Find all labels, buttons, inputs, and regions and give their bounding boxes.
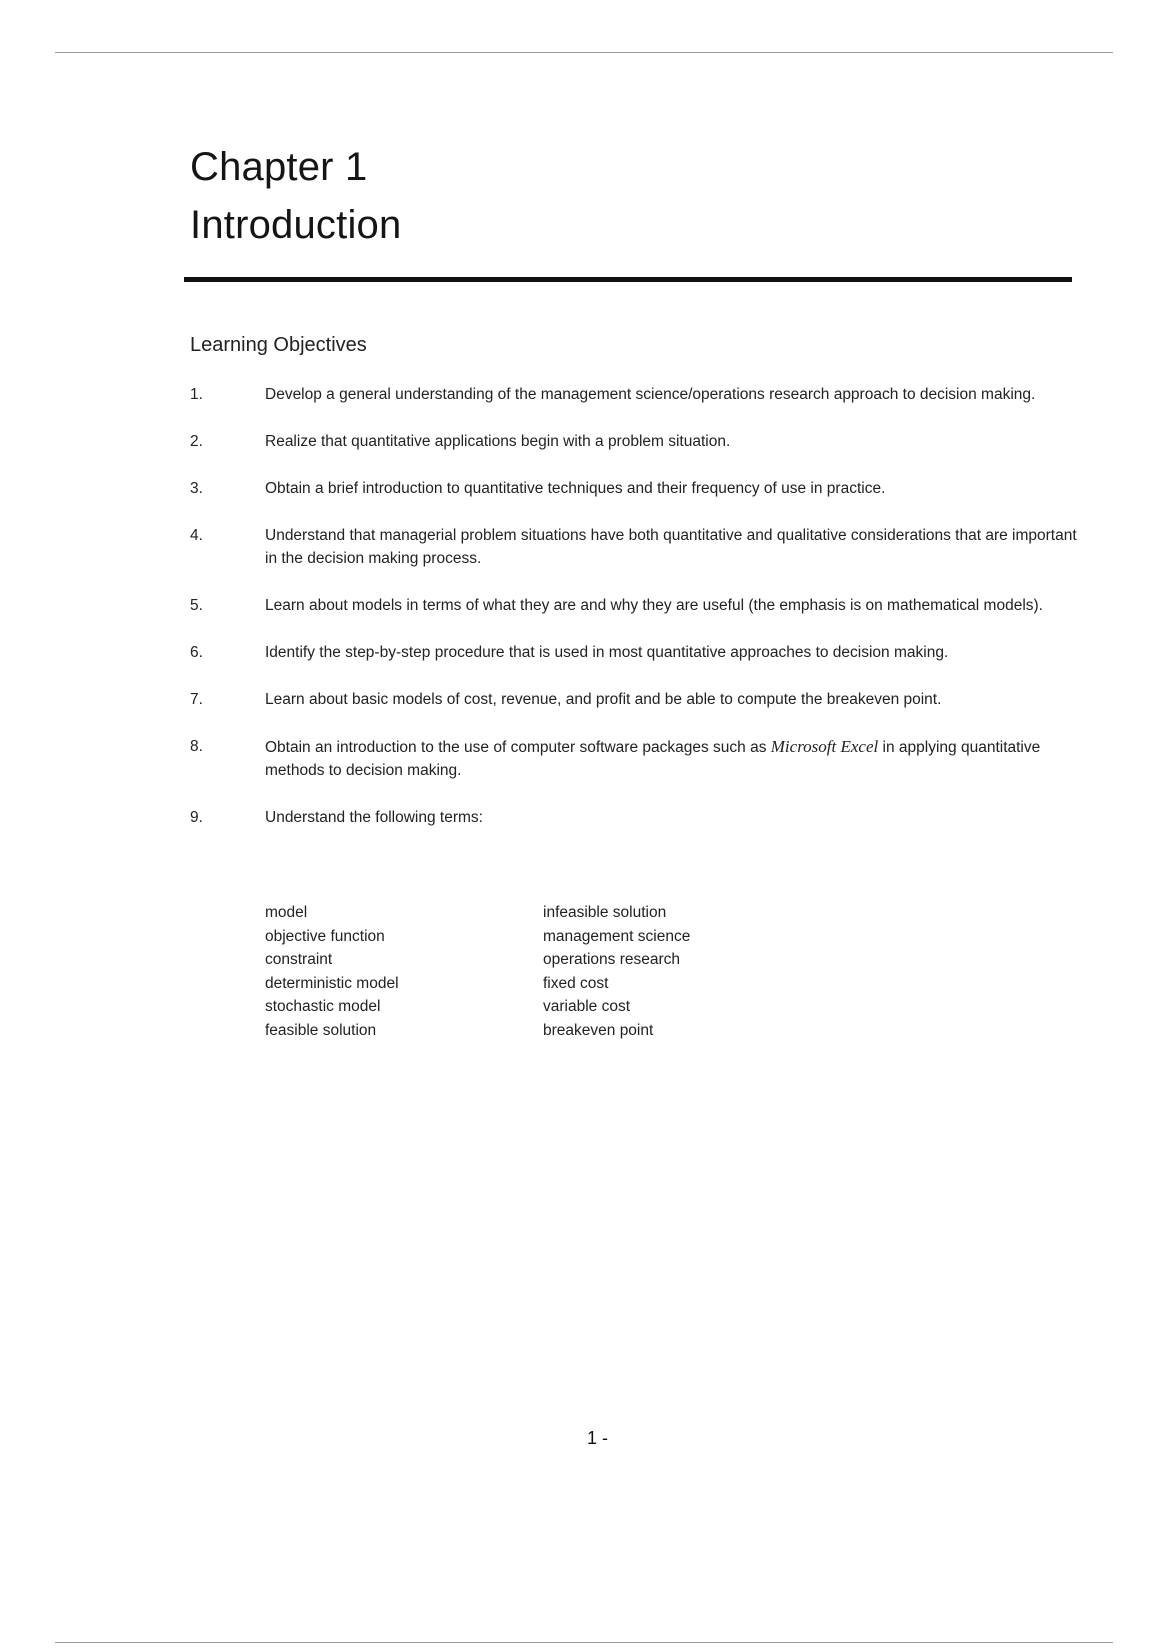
objective-number: 8. <box>190 738 203 755</box>
key-term: deterministic model <box>265 974 399 992</box>
objective-text: Realize that quantitative applications begin with a problem situation. <box>265 433 731 450</box>
top-rule <box>55 52 1113 53</box>
key-term: feasible solution <box>265 1021 377 1039</box>
objective-item <box>190 735 1080 782</box>
key-term: objective function <box>265 927 385 945</box>
objectives-list <box>190 383 1080 853</box>
objective-item <box>190 594 1080 617</box>
software-name-emphasis: Microsoft Excel <box>770 737 879 756</box>
objective-number: 9. <box>190 809 203 826</box>
key-term: fixed cost <box>543 974 609 992</box>
objective-item <box>190 383 1080 406</box>
objective-item <box>190 430 1080 453</box>
key-terms-left-column <box>265 901 543 1042</box>
objective-item <box>190 688 1080 711</box>
objective-text: Understand the following terms: <box>265 809 483 826</box>
objective-number: 6. <box>190 644 203 661</box>
key-term: management science <box>543 927 691 945</box>
objective-text-part: Obtain an introduction to the use of computer software packages such as <box>265 739 771 756</box>
objective-text-part: in applying quantitative methods to decision making. <box>265 739 1041 779</box>
title-divider <box>184 277 1072 282</box>
objective-text: Obtain a brief introduction to quantitative techniques and their frequency of use in practice. <box>265 480 886 497</box>
chapter-number: Chapter 1 <box>190 145 368 189</box>
key-term: infeasible solution <box>543 904 667 921</box>
objective-item <box>190 641 1080 664</box>
objective-number: 4. <box>190 527 203 544</box>
key-term: constraint <box>265 951 333 968</box>
chapter-title: Introduction <box>190 203 402 247</box>
key-term: model <box>265 904 308 921</box>
objective-item <box>190 524 1080 570</box>
objective-number: 3. <box>190 480 203 497</box>
chapter-title-block <box>190 138 990 254</box>
objective-text <box>265 739 1040 779</box>
objective-text: Develop a general understanding of the management science/operations research approach to decision making. <box>265 386 1036 403</box>
key-term: operations research <box>543 951 680 968</box>
objective-text: Learn about models in terms of what they are and why they are useful (the emphasis is on mathematical models). <box>265 597 1043 614</box>
learning-objectives-heading: Learning Objectives <box>190 334 367 356</box>
objective-number: 2. <box>190 433 203 450</box>
key-term: variable cost <box>543 998 631 1015</box>
objective-item <box>190 806 1080 829</box>
key-term: stochastic model <box>265 998 381 1015</box>
objective-number: 5. <box>190 597 203 614</box>
objective-item <box>190 477 1080 500</box>
bottom-rule <box>55 1642 1113 1643</box>
objective-number: 1. <box>190 386 203 403</box>
objective-text: Learn about basic models of cost, revenue, and profit and be able to compute the breakeven point. <box>265 691 942 708</box>
key-term: breakeven point <box>543 1021 654 1039</box>
objective-number: 7. <box>190 691 203 708</box>
page-number: 1 - <box>587 1428 609 1448</box>
objective-text: Identify the step-by-step procedure that is used in most quantitative approaches to decision making. <box>265 644 949 661</box>
key-terms-right-column <box>543 901 821 1042</box>
objective-text: Understand that managerial problem situations have both quantitative and qualitative considerations that are important in the decision making process. <box>265 527 1077 567</box>
key-terms <box>190 901 821 1042</box>
